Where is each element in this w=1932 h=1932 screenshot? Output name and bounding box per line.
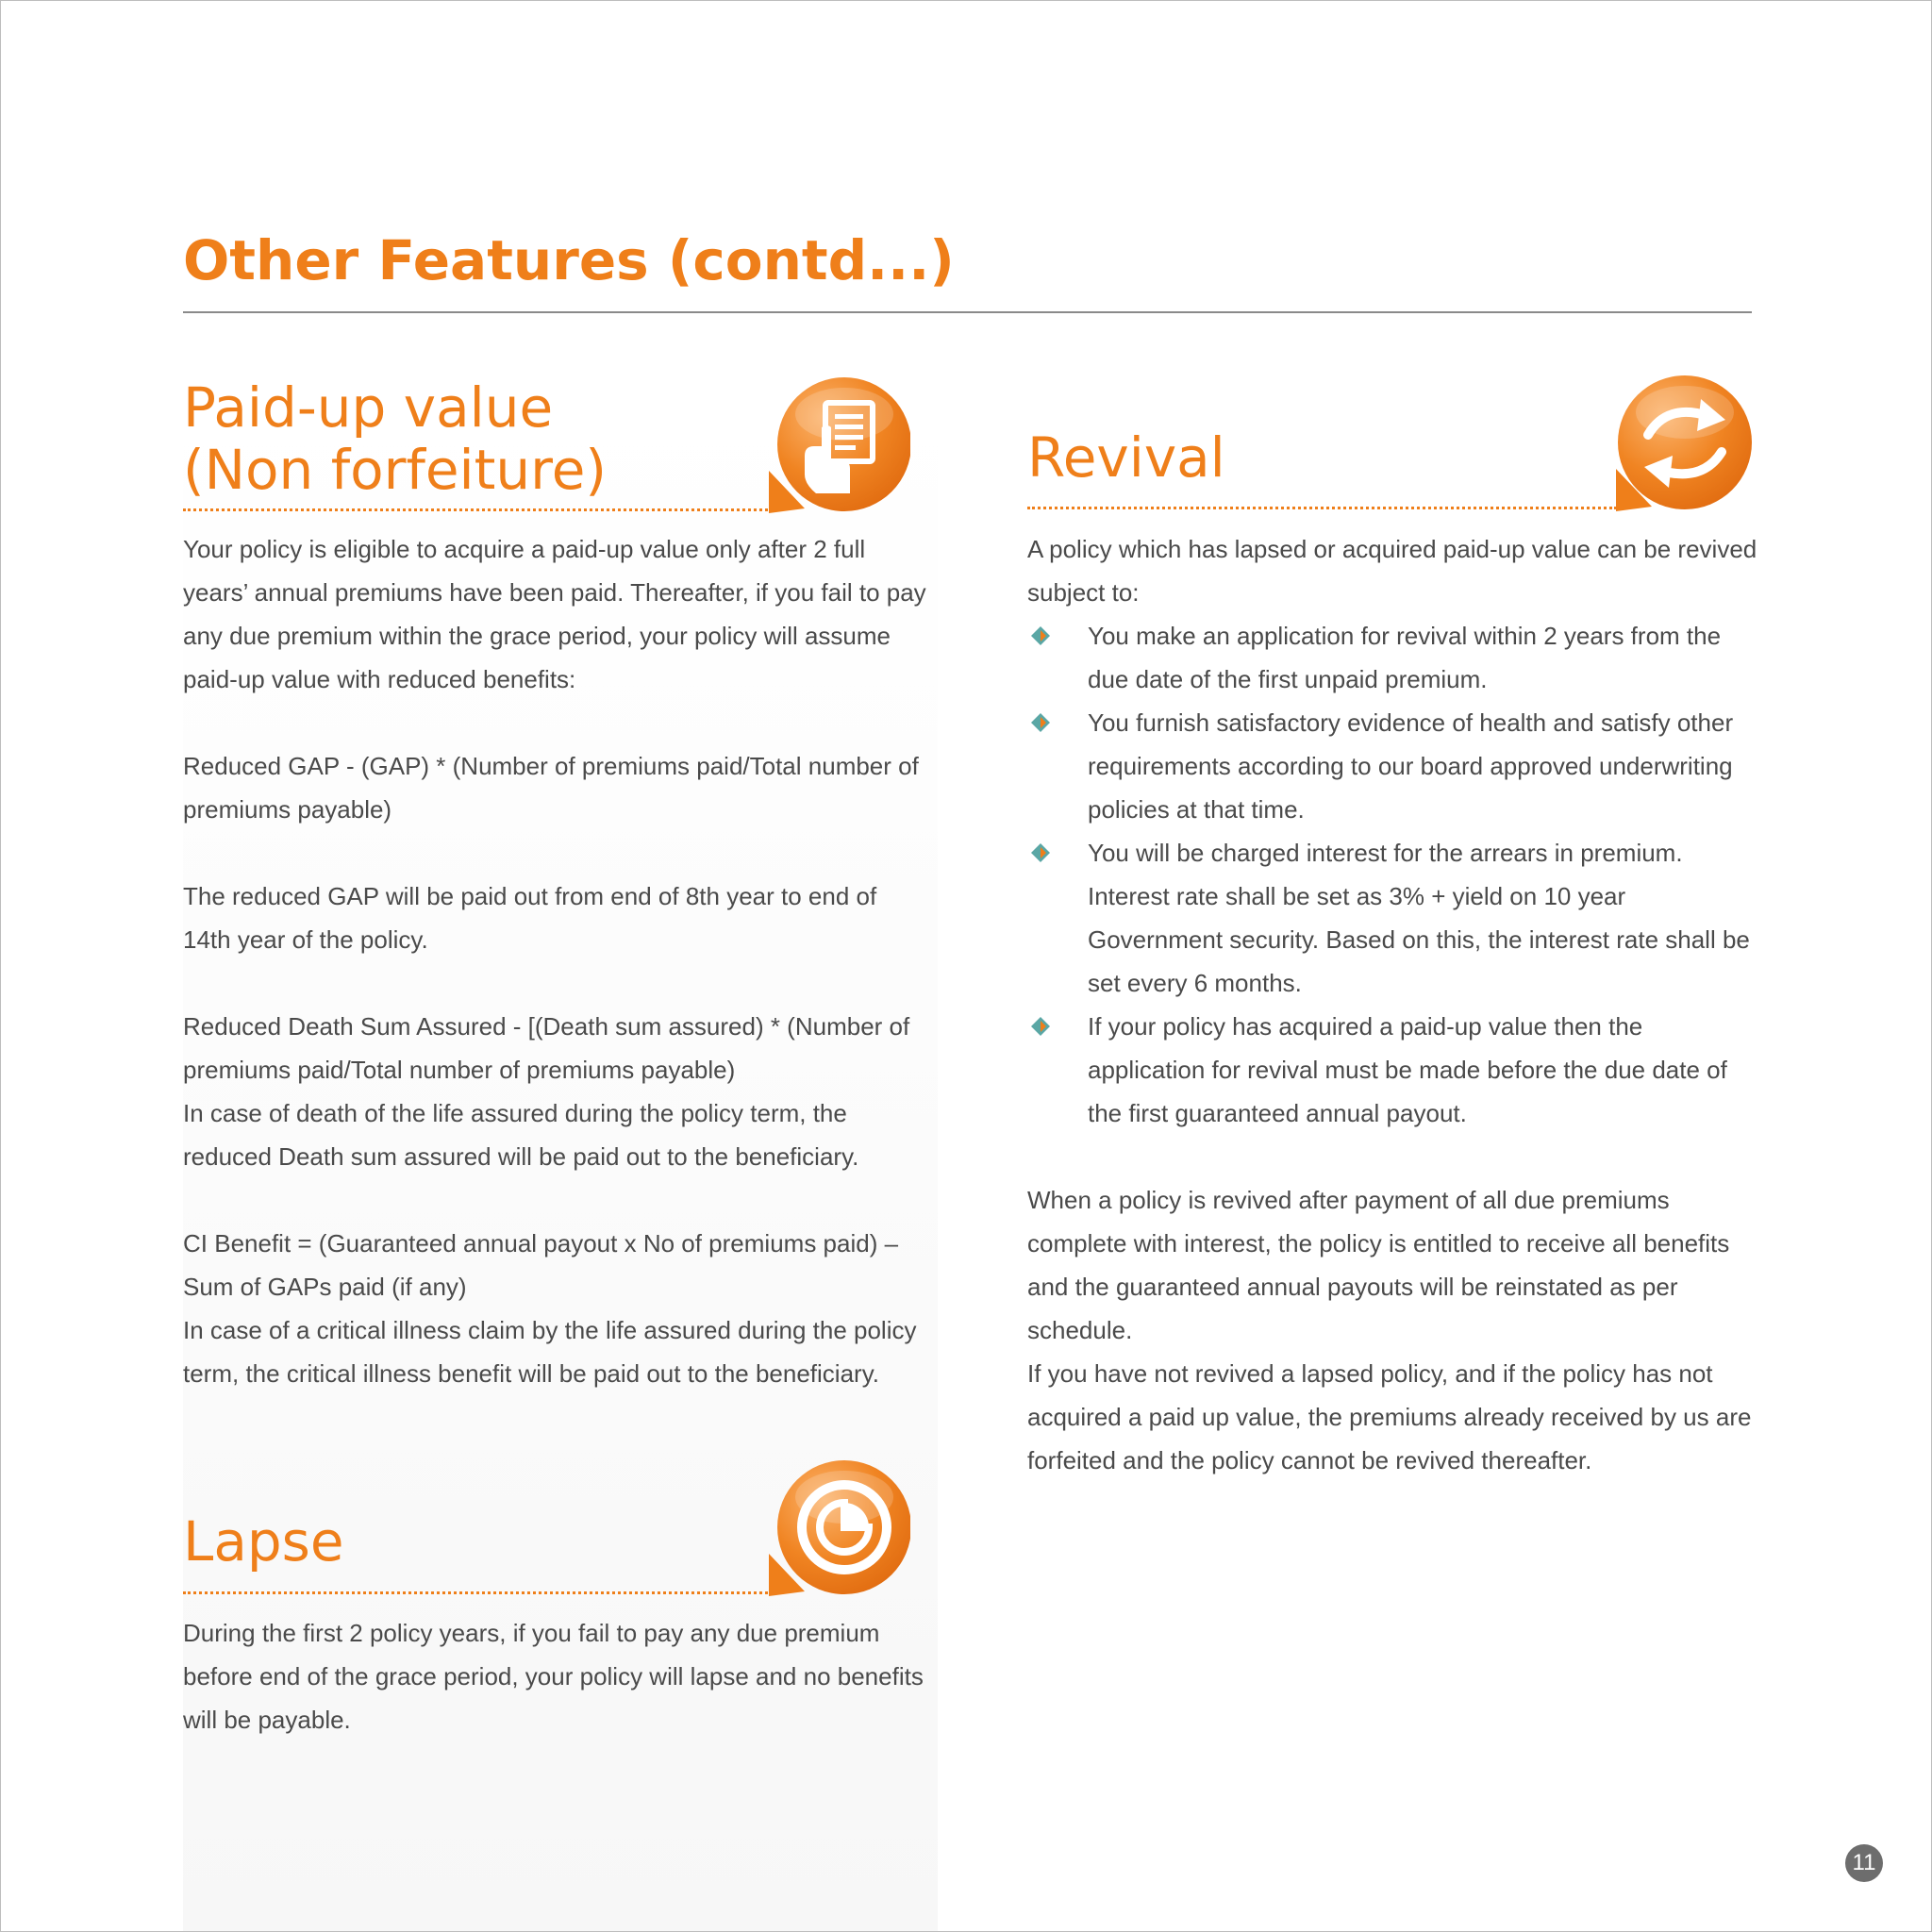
paid-up-heading-line1: Paid-up value — [183, 375, 554, 440]
clock-icon — [767, 1459, 910, 1596]
revival-condition-text: You will be charged interest for the arrears in premium. Interest rate shall be set as 3% + yield on 10 year Government security. Based on this, the interest rate shall be set every 6 months. — [1088, 839, 1750, 997]
document-hand-icon — [767, 376, 910, 513]
revival-heading: Revival — [1027, 425, 1225, 490]
revival-body — [1027, 527, 1763, 1482]
revival-condition-4 — [1027, 1005, 1763, 1135]
revival-dotted-rule — [1027, 507, 1617, 509]
revival-conditions-list — [1027, 614, 1763, 1135]
revival-condition-text: You make an application for revival within 2 years from the due date of the first unpaid premium. — [1088, 622, 1722, 693]
title-divider — [183, 311, 1752, 313]
refresh-arrows-icon — [1610, 375, 1754, 511]
lapse-body — [183, 1611, 928, 1741]
paid-up-heading-line2: (Non forfeiture) — [183, 438, 608, 502]
revival-paragraph-3: If you have not revived a lapsed policy, and if the policy has not acquired a paid up value, the premiums already received by us are forfeited and the policy cannot be revived thereafter. — [1027, 1359, 1752, 1474]
paid-up-body — [183, 527, 928, 1395]
paid-up-dotted-rule — [183, 508, 773, 511]
page-number-badge: 11 — [1845, 1844, 1883, 1882]
revival-condition-2 — [1027, 701, 1763, 831]
paid-up-paragraph-3: The reduced GAP will be paid out from end of 8th year to end of 14th year of the policy. — [183, 882, 877, 954]
paid-up-paragraph-2: Reduced GAP - (GAP) * (Number of premiums paid/Total number of premiums payable) — [183, 752, 919, 824]
paid-up-paragraph-4b: In case of death of the life assured during the policy term, the reduced Death sum assured will be paid out to the beneficiary. — [183, 1099, 859, 1171]
revival-paragraph-2: When a policy is revived after payment of all due premiums complete with interest, the policy is entitled to receive all benefits and the guaranteed annual payouts will be reinstated as per schedule. — [1027, 1186, 1730, 1344]
paid-up-paragraph-5b: In case of a critical illness claim by the life assured during the policy term, the critical illness benefit will be paid out to the beneficiary. — [183, 1316, 917, 1388]
diamond-bullet-icon — [1031, 1017, 1050, 1036]
revival-condition-3 — [1027, 831, 1763, 1005]
paid-up-paragraph-4a: Reduced Death Sum Assured - [(Death sum assured) * (Number of premiums paid/Total number of premiums payable) — [183, 1012, 910, 1084]
revival-condition-text: You furnish satisfactory evidence of health and satisfy other requirements according to our board approved underwriting policies at that time. — [1088, 708, 1734, 824]
revival-section — [1027, 426, 1593, 489]
diamond-bullet-icon — [1031, 843, 1050, 862]
lapse-section — [183, 1510, 749, 1573]
revival-condition-text: If your policy has acquired a paid-up value then the application for revival must be made before the due date of the first guaranteed annual payout. — [1088, 1012, 1727, 1127]
lapse-heading: Lapse — [183, 1509, 344, 1574]
page-title: Other Features (contd...) — [183, 228, 955, 292]
lapse-paragraph-1: During the first 2 policy years, if you fail to pay any due premium before end of the grace period, your policy will lapse and no benefits will be payable. — [183, 1619, 924, 1734]
revival-condition-1 — [1027, 614, 1763, 701]
revival-intro: A policy which has lapsed or acquired paid-up value can be revived subject to: — [1027, 535, 1757, 607]
paid-up-paragraph-5a: CI Benefit = (Guaranteed annual payout x No of premiums paid) – Sum of GAPs paid (if any) — [183, 1229, 899, 1301]
diamond-bullet-icon — [1031, 626, 1050, 645]
diamond-bullet-icon — [1031, 713, 1050, 732]
paid-up-paragraph-1: Your policy is eligible to acquire a paid-up value only after 2 full years’ annual premiums have been paid. Thereafter, if you fail to pay any due premium within the grace period, your policy will assume paid-up value with reduced benefits: — [183, 535, 926, 693]
lapse-dotted-rule — [183, 1591, 773, 1594]
